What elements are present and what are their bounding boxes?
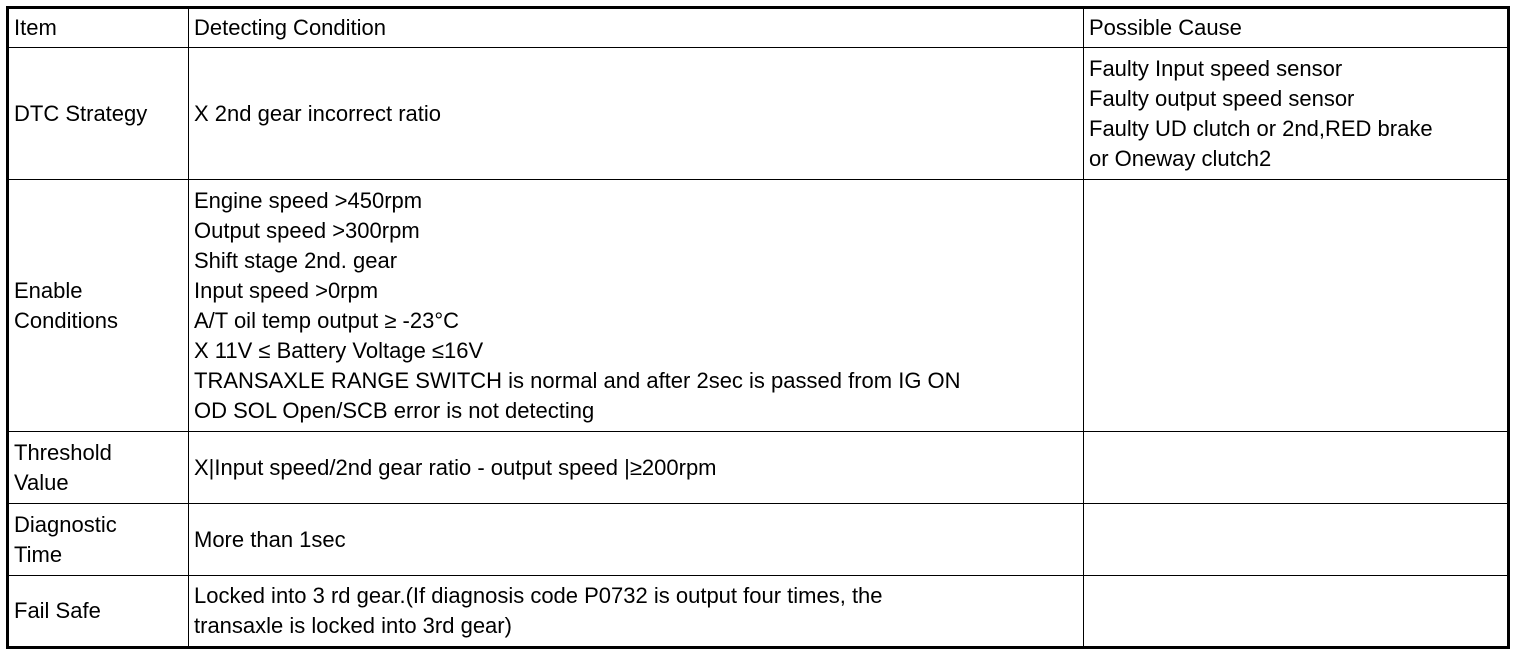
table-row-enable-conditions	[8, 180, 1509, 432]
cause-text: or Oneway clutch2	[1089, 145, 1272, 171]
item-text: Conditions	[14, 307, 118, 333]
item-cell	[8, 432, 189, 504]
condition-cell	[189, 504, 1084, 576]
condition-text: More than 1sec	[194, 526, 346, 552]
condition-text: Output speed >300rpm	[194, 217, 420, 243]
item-text: Value	[14, 469, 69, 495]
table-row-fail-safe	[8, 576, 1509, 648]
item-cell	[8, 180, 189, 432]
condition-text: TRANSAXLE RANGE SWITCH is normal and after 2sec is passed from IG ON	[194, 367, 961, 393]
condition-text: Shift stage 2nd. gear	[194, 247, 398, 273]
condition-cell	[189, 48, 1084, 180]
item-text: Diagnostic	[14, 511, 117, 537]
condition-text: Input speed >0rpm	[194, 277, 379, 303]
item-text: Enable	[14, 277, 83, 303]
cause-text: Faulty UD clutch or 2nd,RED brake	[1089, 115, 1433, 141]
cause-text: Faulty Input speed sensor	[1089, 55, 1343, 81]
item-text: Threshold	[14, 439, 112, 465]
cause-cell	[1084, 432, 1509, 504]
table-row-diagnostic-time	[8, 504, 1509, 576]
table-row-threshold-value	[8, 432, 1509, 504]
condition-text: X|Input speed/2nd gear ratio - output speed |≥200rpm	[194, 454, 717, 480]
condition-text: A/T oil temp output ≥ -23°C	[194, 307, 460, 333]
condition-cell	[189, 576, 1084, 648]
item-cell	[8, 576, 189, 648]
item-text: Time	[14, 541, 63, 567]
condition-text: Engine speed >450rpm	[194, 187, 423, 213]
item-cell	[8, 48, 189, 180]
condition-text: OD SOL Open/SCB error is not detecting	[194, 397, 595, 423]
condition-cell	[189, 180, 1084, 432]
condition-text: transaxle is locked into 3rd gear)	[194, 613, 512, 638]
cause-text: Faulty output speed sensor	[1089, 85, 1355, 111]
header-possible-cause: Possible Cause	[1084, 8, 1509, 48]
cause-cell	[1084, 504, 1509, 576]
dtc-table	[6, 6, 1510, 649]
header-detecting-condition: Detecting Condition	[189, 8, 1084, 48]
condition-text: Locked into 3 rd gear.(If diagnosis code P0732 is output four times, the	[194, 583, 883, 608]
cause-cell	[1084, 576, 1509, 648]
table-row-dtc-strategy	[8, 48, 1509, 180]
cause-cell	[1084, 180, 1509, 432]
condition-text: X 2nd gear incorrect ratio	[194, 100, 442, 126]
condition-cell	[189, 432, 1084, 504]
header-row	[8, 8, 1509, 48]
item-cell	[8, 504, 189, 576]
item-text: Fail Safe	[14, 598, 101, 623]
header-item: Item	[8, 8, 189, 48]
condition-text: X 11V ≤ Battery Voltage ≤16V	[194, 337, 484, 363]
cause-cell	[1084, 48, 1509, 180]
item-text: DTC Strategy	[14, 100, 148, 126]
